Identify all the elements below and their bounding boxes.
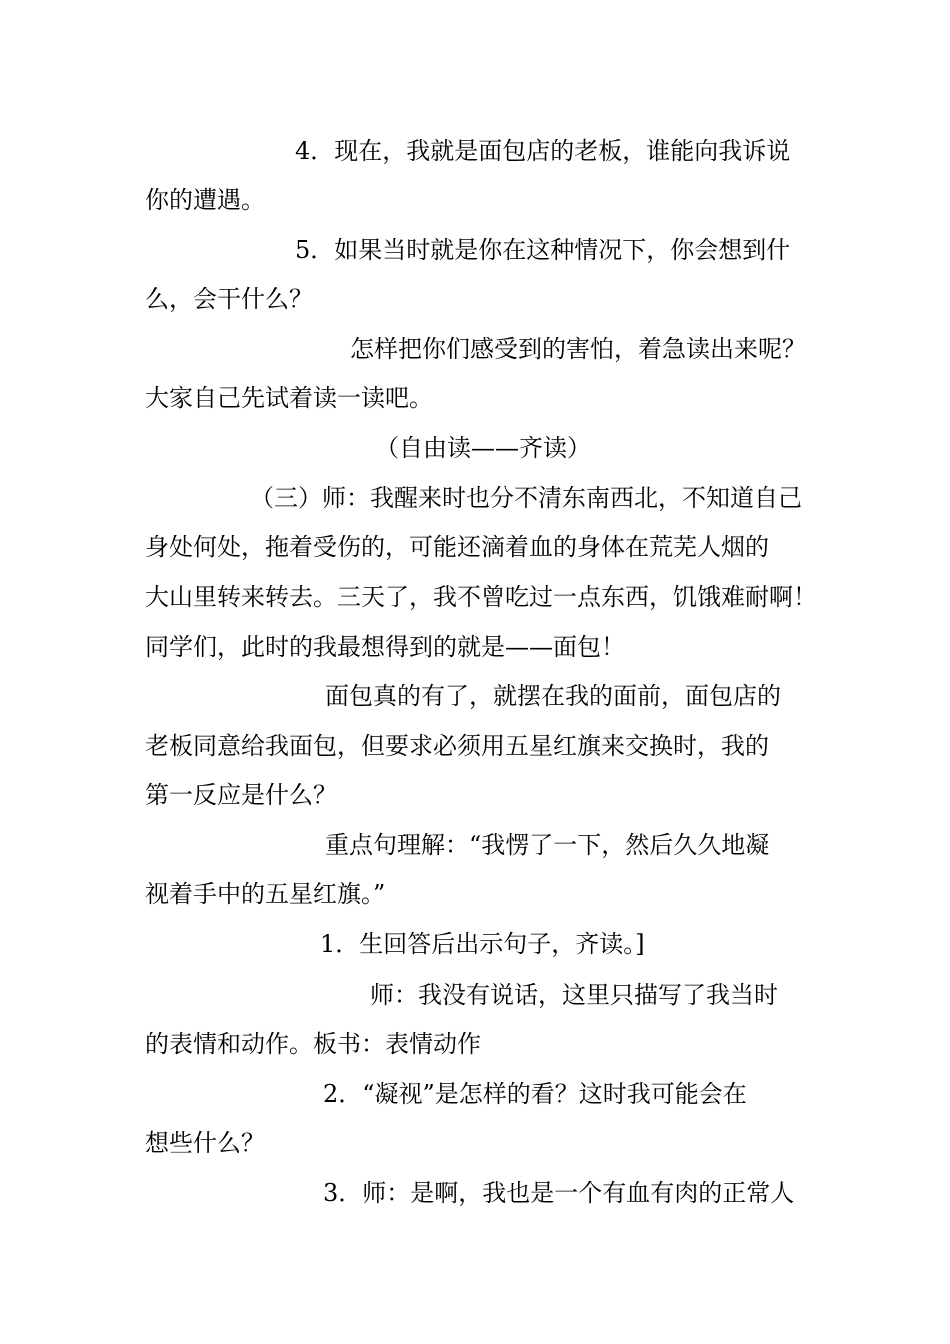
text-line: 同学们，此时的我最想得到的就是——面包！ [145, 633, 625, 661]
text-line: 1．生回答后出示句子，齐读。] [320, 930, 645, 958]
text-line: 大家自己先试着读一读吧。 [145, 384, 433, 412]
text-line: 面包真的有了，就摆在我的面前，面包店的 [325, 682, 781, 710]
text-line: 的表情和动作。板书：表情动作 [145, 1030, 481, 1058]
text-line: 视着手中的五星红旗。” [145, 880, 386, 908]
text-line: 怎样把你们感受到的害怕，着急读出来呢？ [350, 335, 806, 363]
text-line: 2．“凝视”是怎样的看？这时我可能会在 [323, 1080, 747, 1108]
text-line: 你的遭遇。 [145, 186, 265, 214]
text-line: 师：我没有说话，这里只描写了我当时 [370, 981, 778, 1009]
text-line: 重点句理解：“我愣了一下，然后久久地凝 [325, 831, 770, 859]
text-line: （三）师：我醒来时也分不清东南西北，不知道自己 [250, 484, 802, 512]
text-line: 老板同意给我面包，但要求必须用五星红旗来交换时，我的 [145, 732, 769, 760]
text-line: 5．如果当时就是你在这种情况下，你会想到什 [295, 236, 791, 264]
text-line: 想些什么？ [145, 1129, 265, 1157]
text-line: 身处何处，拖着受伤的，可能还滴着血的身体在荒芜人烟的 [145, 533, 769, 561]
text-line: 4．现在，我就是面包店的老板，谁能向我诉说 [295, 137, 791, 165]
text-line: （自由读——齐读） [375, 434, 591, 462]
text-line: 大山里转来转去。三天了，我不曾吃过一点东西，饥饿难耐啊！ [145, 583, 817, 611]
text-line: 第一反应是什么？ [145, 781, 337, 809]
text-line: 么，会干什么？ [145, 285, 313, 313]
text-line: 3．师：是啊，我也是一个有血有肉的正常人 [323, 1179, 795, 1207]
